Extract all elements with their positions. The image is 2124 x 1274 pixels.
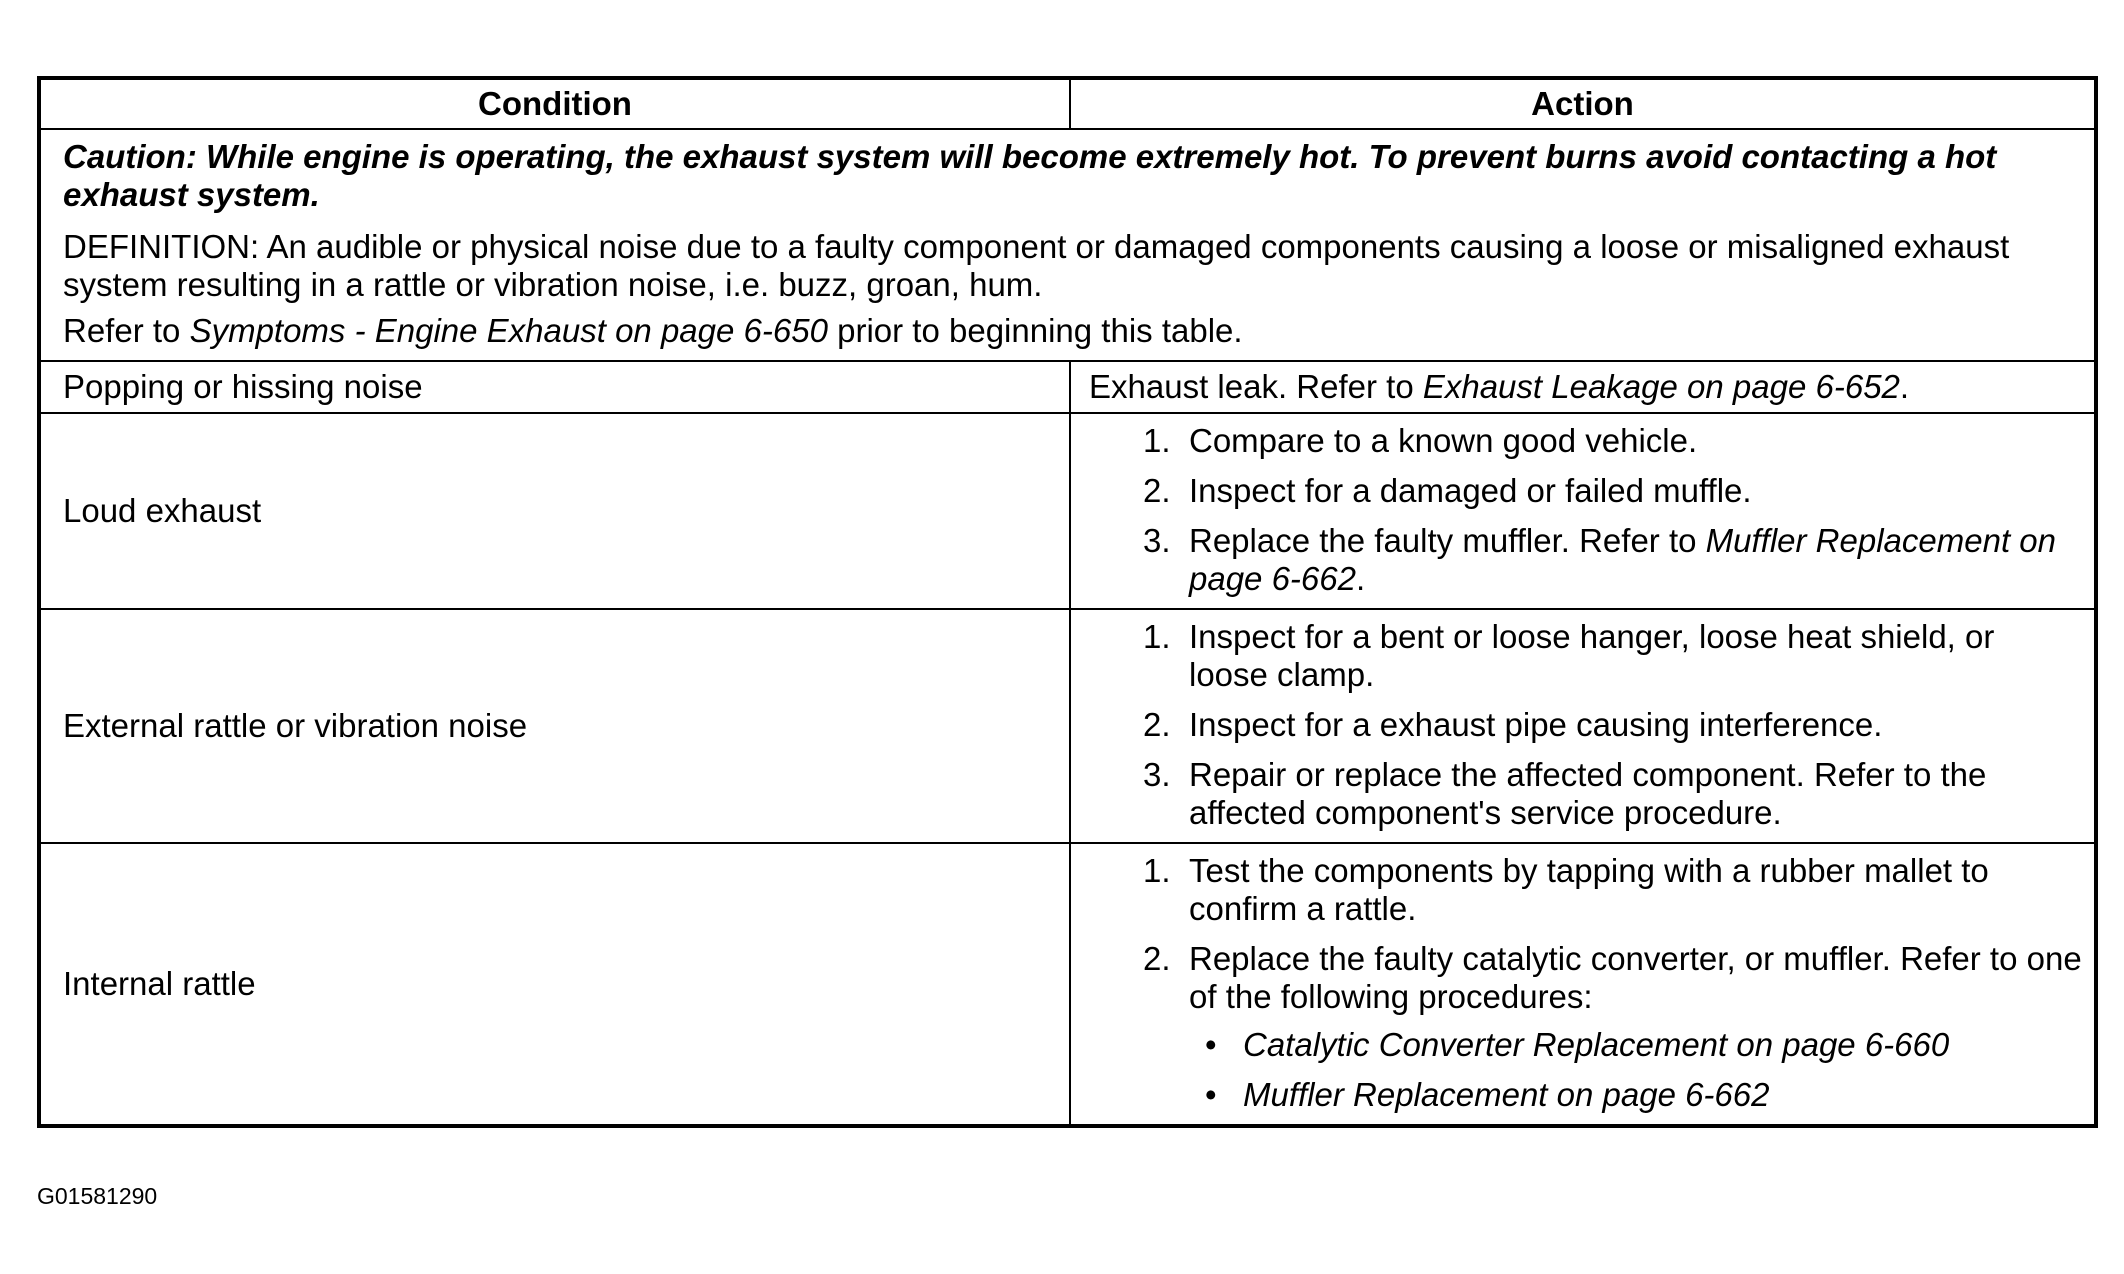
step-number: 1. (1143, 422, 1171, 459)
step-number: 2. (1143, 940, 1171, 977)
step-text: Replace the faulty catalytic converter, or muffler. Refer to one of the following procedures: (1189, 940, 2082, 1015)
step-number: 3. (1143, 756, 1171, 793)
action-prefix: Exhaust leak. Refer to (1089, 368, 1423, 405)
procedure-item[interactable] (1189, 1026, 2082, 1064)
action-suffix: . (1899, 368, 1910, 405)
intro-row (39, 129, 2096, 361)
figure-id: G01581290 (37, 1183, 158, 1209)
action-step (1093, 422, 2082, 460)
condition-cell: External rattle or vibration noise (39, 609, 1070, 843)
reference-link[interactable]: Symptoms - Engine Exhaust on page 6-650 (189, 312, 828, 349)
action-steps (1093, 618, 2082, 832)
procedure-list (1189, 1026, 2082, 1114)
condition-cell: Internal rattle (39, 843, 1070, 1126)
step-suffix: . (1355, 560, 1366, 597)
table-row (39, 609, 2096, 843)
action-step (1093, 756, 2082, 832)
table-row (39, 361, 2096, 413)
action-step (1093, 940, 2082, 1114)
action-link[interactable]: Exhaust Leakage on page 6-652 (1422, 368, 1900, 405)
bullet-icon: • (1205, 1026, 1217, 1063)
procedure-item[interactable] (1189, 1076, 2082, 1114)
step-number: 1. (1143, 618, 1171, 655)
step-number: 2. (1143, 706, 1171, 743)
bullet-icon: • (1205, 1076, 1217, 1113)
diagnostic-table (37, 76, 2098, 1128)
action-cell (1070, 413, 2096, 609)
definition-text: DEFINITION: An audible or physical noise due to a faulty component or damaged components causing a loose or misaligned exhaust system resulting in a rattle or vibration noise, i.e. buzz, groan, hum. (63, 228, 2010, 303)
reference-prefix: Refer to (63, 312, 190, 349)
procedure-link[interactable]: Muffler Replacement on page 6-662 (1243, 1076, 1770, 1113)
reference-suffix: prior to beginning this table. (827, 312, 1243, 349)
step-text: Test the components by tapping with a rubber mallet to confirm a rattle. (1189, 852, 1989, 927)
step-link[interactable]: Muffler Replacement on page 6-662 (1189, 522, 2056, 597)
table-row (39, 843, 2096, 1126)
table-row (39, 413, 2096, 609)
intro-cell (39, 129, 2096, 361)
action-steps (1093, 422, 2082, 598)
condition-cell: Popping or hissing noise (39, 361, 1070, 413)
table-header-row (39, 78, 2096, 129)
action-step (1093, 618, 2082, 694)
action-step (1093, 706, 2082, 744)
step-text: Inspect for a damaged or failed muffle. (1189, 472, 1752, 509)
step-number: 2. (1143, 472, 1171, 509)
step-text: Replace the faulty muffler. Refer to (1189, 522, 1706, 559)
action-cell (1070, 843, 2096, 1126)
step-number: 3. (1143, 522, 1171, 559)
action-steps (1093, 852, 2082, 1114)
action-cell (1070, 609, 2096, 843)
step-text: Inspect for a exhaust pipe causing interference. (1189, 706, 1883, 743)
step-text: Inspect for a bent or loose hanger, loose heat shield, or loose clamp. (1189, 618, 1995, 693)
step-text: Compare to a known good vehicle. (1189, 422, 1698, 459)
procedure-link[interactable]: Catalytic Converter Replacement on page 6-660 (1243, 1026, 1950, 1063)
condition-cell: Loud exhaust (39, 413, 1070, 609)
action-step (1093, 522, 2082, 598)
action-step (1093, 472, 2082, 510)
action-column-header: Action (1070, 78, 2096, 129)
condition-column-header: Condition (39, 78, 1070, 129)
caution-text: Caution: While engine is operating, the exhaust system will become extremely hot. To prevent burns avoid contacting a hot exhaust system. (63, 138, 1997, 213)
action-cell (1070, 361, 2096, 413)
reference-text (63, 312, 2082, 350)
action-step (1093, 852, 2082, 928)
step-text: Repair or replace the affected component. Refer to the affected component's service procedure. (1189, 756, 1987, 831)
step-number: 1. (1143, 852, 1171, 889)
